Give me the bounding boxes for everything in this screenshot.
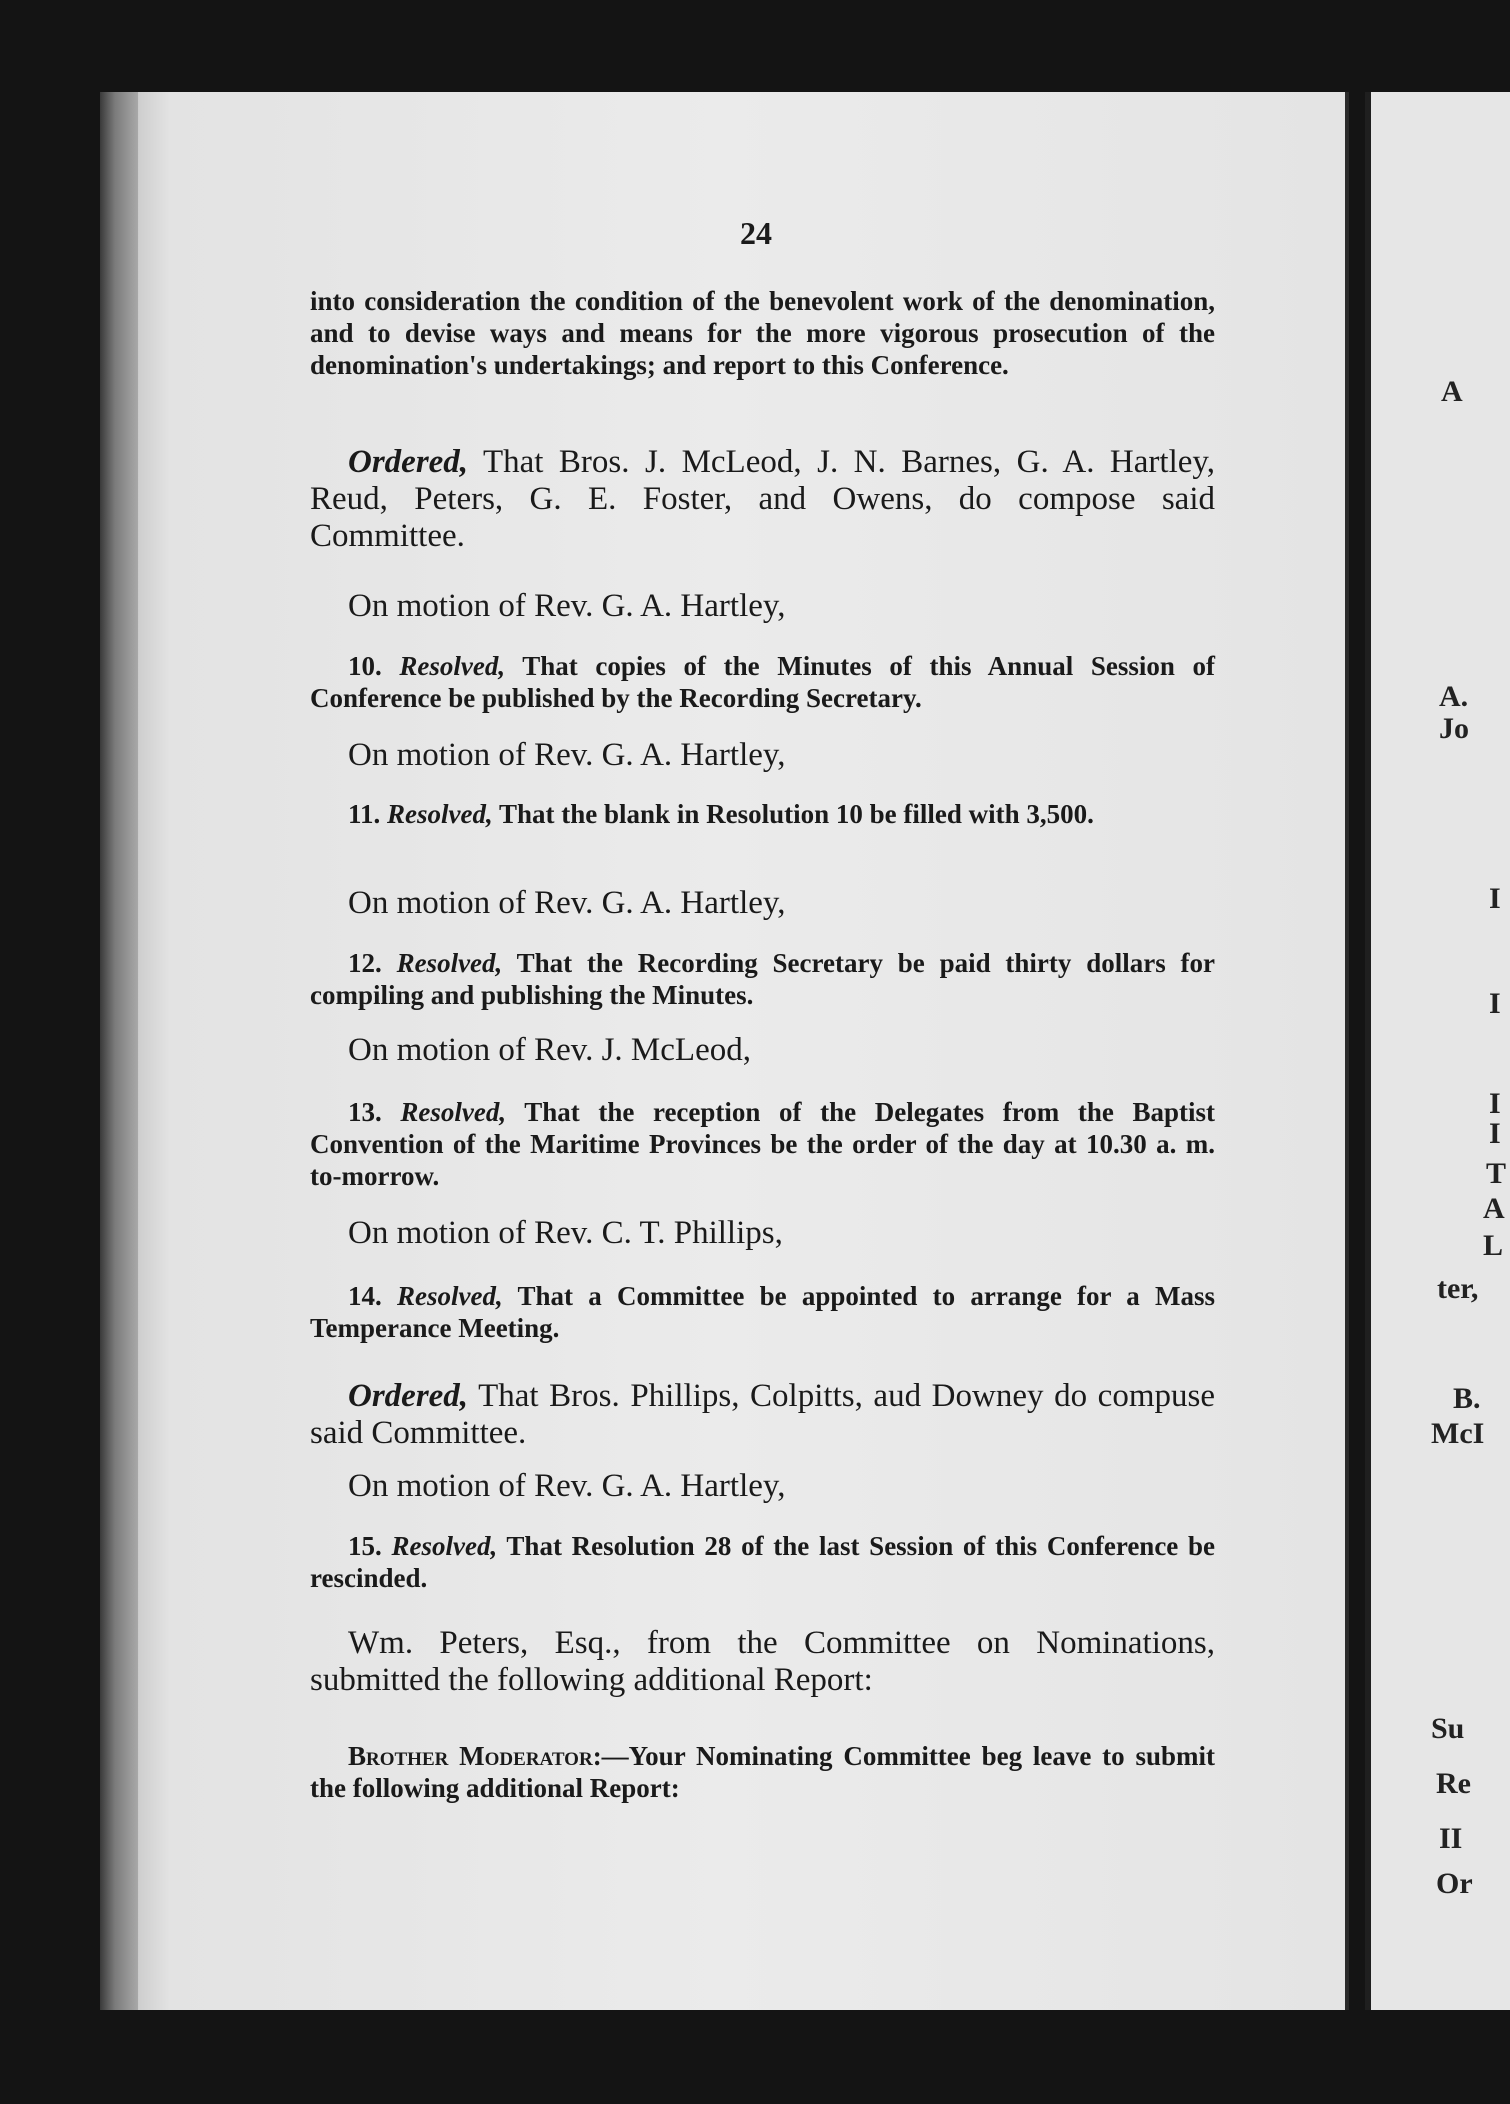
salutation: Brother Moderator [348,1741,593,1771]
resolution-text: That the reception of the Delegates from the Baptist Convention of the Maritime Provinces be the order of the day at 10.30 a. m. to-morrow. [310,1097,1215,1191]
paragraph-ordered-committee-2 [310,1378,1215,1452]
paragraph-ordered-committee [310,444,1215,555]
resolution-text: That Resolution 28 of the last Session of this Conference be rescinded. [310,1531,1216,1593]
resolution-11 [310,798,1215,830]
resolution-number: 10. [348,651,400,681]
motion-line: On motion of Rev. G. A. Hartley, [348,737,786,773]
resolution-15 [310,1530,1215,1594]
paragraph-text: That Bros. J. McLeod, J. N. Barnes, G. A. Hartley, Reud, Peters, G. E. Foster, and Owens, do compose said Committee. [310,444,1215,554]
resolved-label: Resolved, [399,651,506,681]
resolution-13 [310,1096,1215,1192]
facing-page-fragment: McI [1431,1417,1485,1450]
resolution-14 [310,1280,1215,1344]
resolution-number: 12. [348,948,397,978]
resolution-text: That a Committee be appointed to arrange for a Mass Temperance Meeting. [310,1281,1215,1343]
resolution-number: 14. [348,1281,397,1311]
facing-page-fragment: ter, [1437,1272,1479,1305]
book-binding [100,92,138,2010]
resolution-text: That the blank in Resolution 10 be filled with 3,500. [492,799,1094,829]
resolution-10 [310,650,1215,714]
resolved-label: Resolved, [396,948,503,978]
resolution-number: 15. [348,1531,392,1561]
resolved-label: Resolved, [396,1281,503,1311]
facing-page [1365,92,1510,2010]
resolution-number: 13. [348,1097,401,1127]
ordered-label: Ordered, [348,444,469,480]
paragraph-1: into consideration the condition of the benevolent work of the denomination, and to devise ways and means for the more vigorous prosecution of the denomination's undertakings; and report to this Conference. [310,286,1215,380]
motion-line: On motion of Rev. G. A. Hartley, [348,588,786,624]
resolved-label: Resolved, [391,1531,498,1561]
facing-page-fragment: II [1439,1822,1463,1855]
facing-page-fragment: L [1483,1229,1504,1262]
facing-page-fragment: Jo [1439,712,1469,745]
resolution-12 [310,947,1215,1011]
resolution-number: 11. [348,799,388,829]
facing-page-fragment: Su [1431,1712,1465,1745]
motion-line: On motion of Rev. J. McLeod, [348,1032,751,1068]
ordered-label: Ordered, [348,1378,469,1414]
facing-page-fragment: Re [1436,1767,1471,1800]
facing-page-fragment: I [1489,1117,1501,1150]
facing-page-fragment: I [1489,882,1501,915]
resolution-text: That the Recording Secretary be paid thirty dollars for compiling and publishing the Minutes. [310,948,1215,1010]
motion-line: On motion of Rev. G. A. Hartley, [348,1468,786,1504]
nominations-paragraph: Wm. Peters, Esq., from the Committee on Nominations, submitted the following additional Report: [310,1625,1215,1698]
paragraph-text: That Bros. Phillips, Colpitts, aud Downey do compuse said Committee. [310,1378,1215,1451]
paragraph-text: :—Your Nominating Committee beg leave to submit the following additional Report: [310,1741,1215,1803]
resolved-label: Resolved, [400,1097,507,1127]
motion-line: On motion of Rev. C. T. Phillips, [348,1215,783,1251]
facing-page-fragment: B. [1453,1382,1481,1415]
facing-page-fragment: I [1489,987,1501,1020]
facing-page-fragment: Or [1436,1867,1473,1900]
facing-page-fragment: A [1441,375,1463,408]
motion-line: On motion of Rev. G. A. Hartley, [348,885,786,921]
facing-page-fragment: I [1489,1087,1501,1120]
page-number: 24 [740,215,772,251]
facing-page-fragment: A [1483,1192,1505,1225]
resolved-label: Resolved, [387,799,493,829]
resolution-text: That copies of the Minutes of this Annual Session of Conference be published by the Recording Secretary. [310,651,1216,713]
facing-page-fragment: T [1486,1157,1507,1190]
moderator-paragraph [310,1740,1215,1804]
facing-page-fragment: A. [1439,680,1469,713]
